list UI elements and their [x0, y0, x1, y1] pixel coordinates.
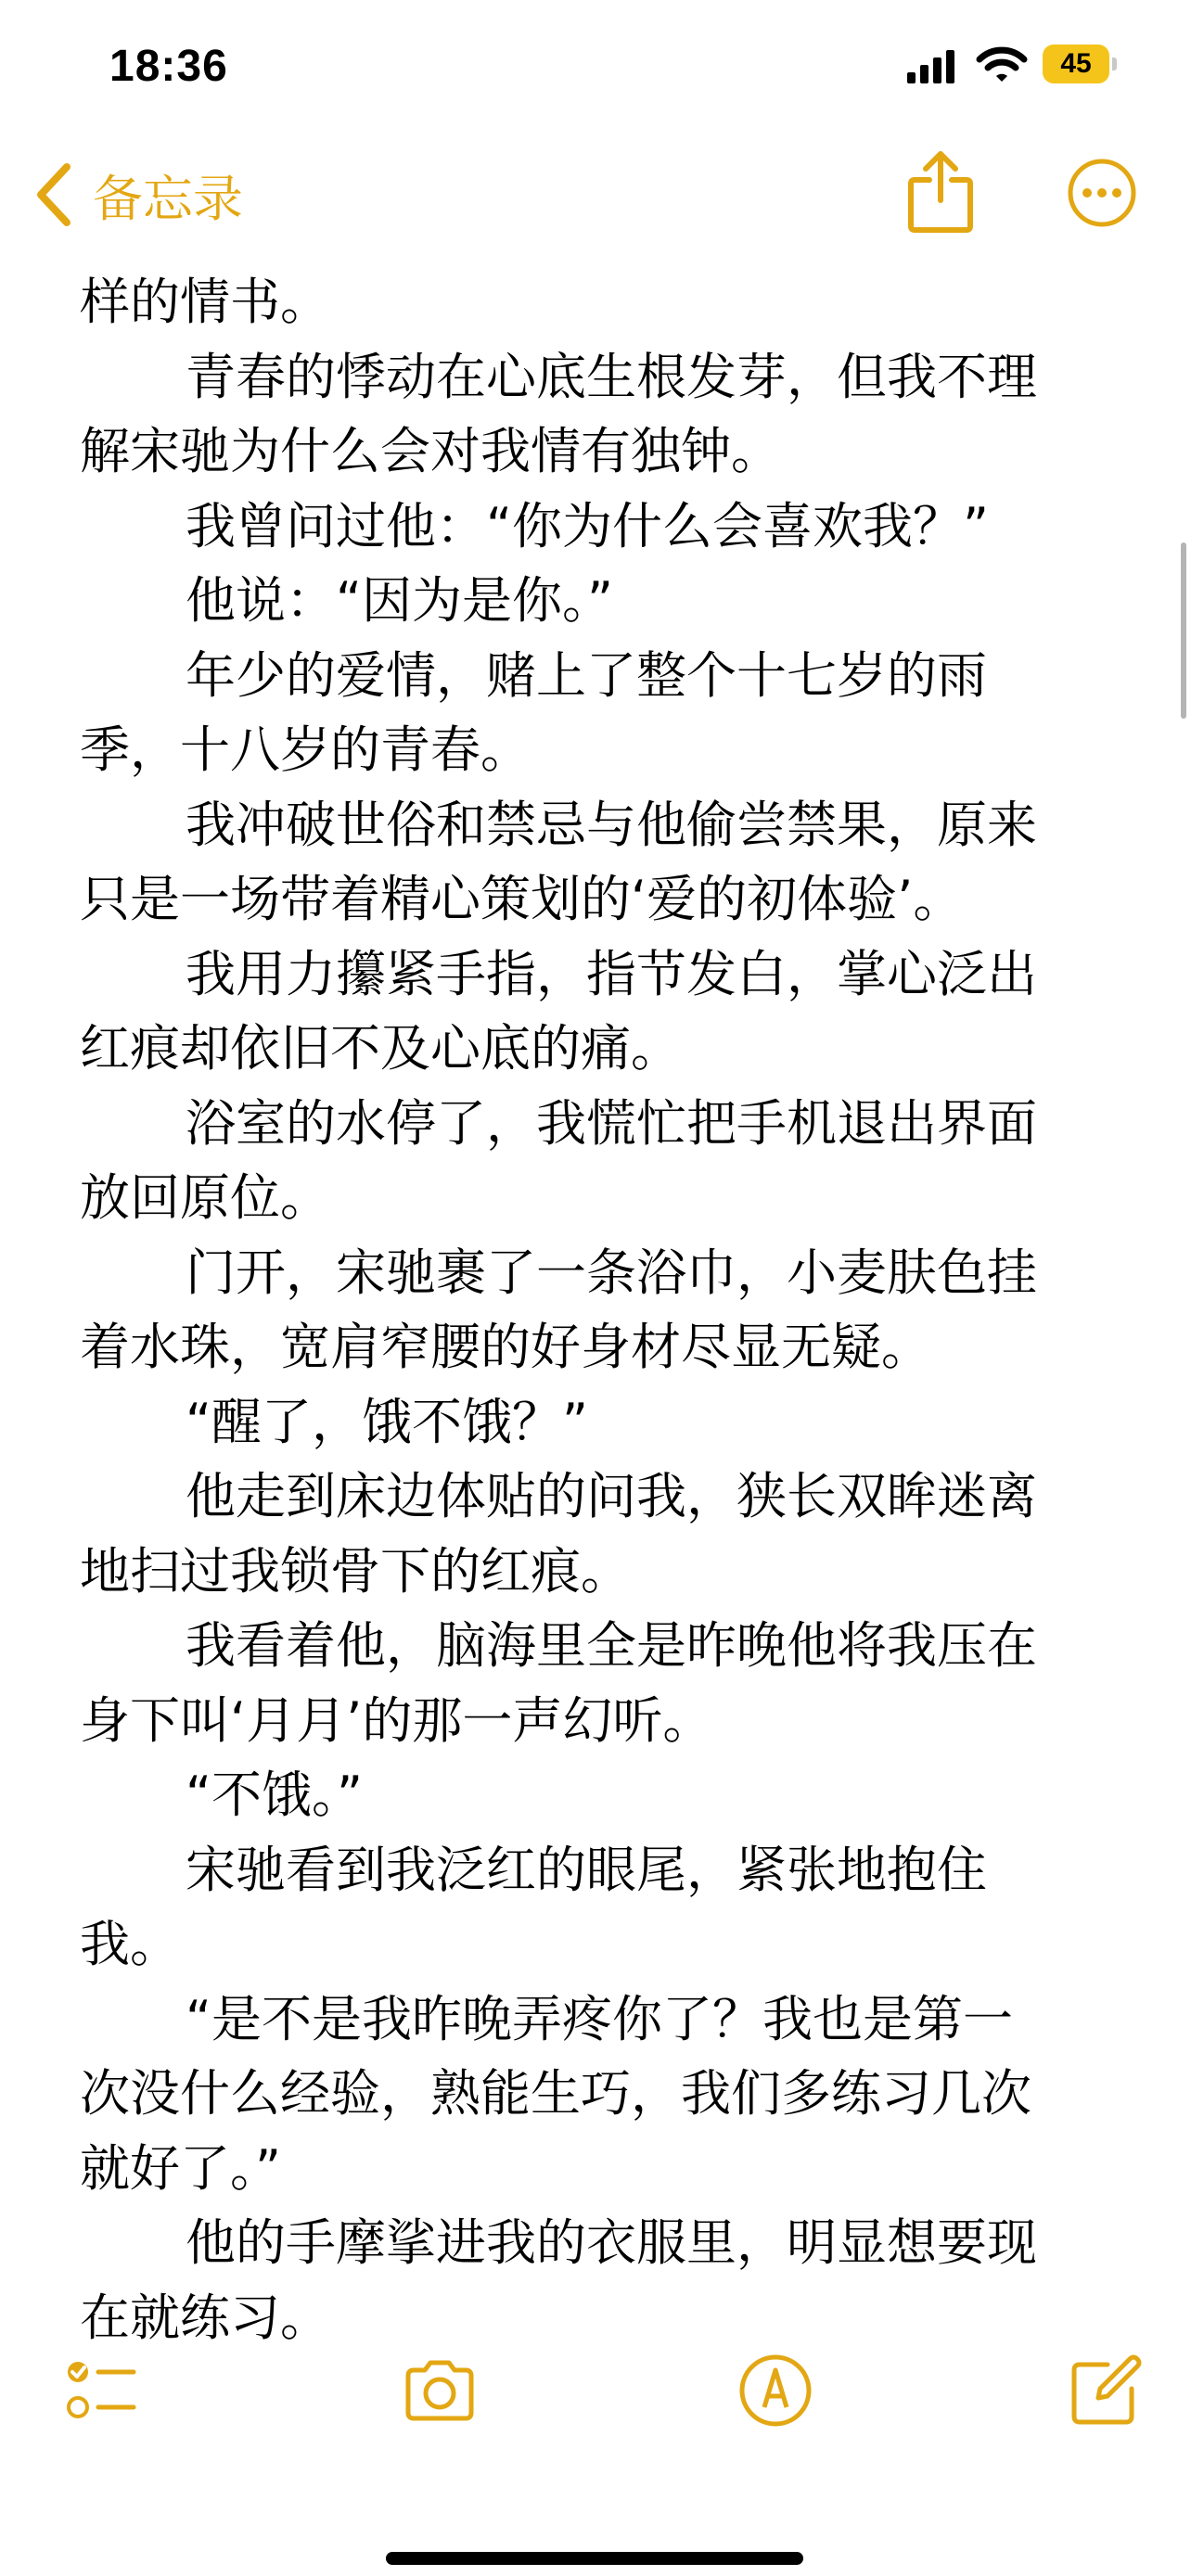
- markup-pen-icon[interactable]: [736, 2352, 814, 2429]
- note-line: 青春的悸动在心底生根发芽，但我不理: [186, 347, 1037, 406]
- note-line: 只是一场带着精心策划的‘爱的初体验’。: [80, 870, 964, 928]
- navigation-bar: [0, 130, 1191, 260]
- battery-level: 45: [1043, 45, 1109, 83]
- note-line: 宋驰看到我泛红的眼尾，紧张地抱住: [186, 1840, 987, 1899]
- note-line: “醒了，饿不饿？”: [186, 1392, 588, 1451]
- wifi-icon: [976, 46, 1028, 83]
- note-line: 解宋驰为什么会对我情有独钟。: [80, 422, 781, 480]
- note-line: 我冲破世俗和禁忌与他偷尝禁果，原来: [186, 795, 1037, 854]
- note-line: 季，十八岁的青春。: [80, 721, 531, 779]
- status-bar: [0, 0, 1191, 130]
- share-icon[interactable]: [905, 148, 976, 236]
- back-label: 备忘录: [93, 169, 243, 228]
- note-line: 他走到床边体贴的问我，狭长双眸迷离: [186, 1467, 1037, 1525]
- note-line: 年少的爱情，赌上了整个十七岁的雨: [186, 645, 987, 705]
- scroll-indicator[interactable]: [1181, 542, 1186, 719]
- status-time: 18:36: [109, 42, 228, 91]
- note-line: 红痕却依旧不及心底的痛。: [80, 1019, 681, 1078]
- note-line: 我曾问过他：“你为什么会喜欢我？”: [186, 496, 989, 555]
- battery-cap: [1112, 57, 1117, 70]
- note-line: 他说：“因为是你。”: [186, 571, 613, 630]
- cellular-signal-icon: [907, 50, 955, 83]
- note-line: 我。: [80, 1915, 180, 1973]
- back-button[interactable]: [33, 156, 243, 234]
- note-line: 就好了。”: [80, 2138, 281, 2198]
- note-line: 他的手摩挲进我的衣服里，明显想要现: [186, 2213, 1037, 2272]
- note-line: “不饿。”: [186, 1766, 363, 1824]
- note-line: 次没什么经验，熟能生巧，我们多练习几次: [80, 2064, 1031, 2123]
- note-line: 我看着他，脑海里全是昨晚他将我压在: [186, 1616, 1037, 1675]
- checklist-icon[interactable]: [61, 2352, 139, 2429]
- note-line: 放回原位。: [80, 1168, 330, 1227]
- bottom-toolbar: [0, 2352, 1191, 2481]
- home-indicator[interactable]: [386, 2552, 803, 2565]
- note-line: 着水珠，宽肩窄腰的好身材尽显无疑。: [80, 1318, 931, 1376]
- note-line: 身下叫‘月月’的那一声幻听。: [80, 1690, 713, 1750]
- compose-icon[interactable]: [1067, 2352, 1145, 2429]
- camera-icon[interactable]: [401, 2352, 479, 2429]
- note-line: 样的情书。: [80, 273, 330, 331]
- note-line: 在就练习。: [80, 2288, 330, 2347]
- note-line: “是不是我昨晚弄疼你了？我也是第一: [186, 1989, 1013, 2048]
- chevron-left-icon: [33, 161, 74, 228]
- more-icon[interactable]: [1067, 158, 1137, 228]
- note-line: 地扫过我锁骨下的红痕。: [80, 1541, 631, 1600]
- note-line: 门开，宋驰裹了一条浴巾，小麦肤色挂: [186, 1243, 1037, 1302]
- note-body[interactable]: [80, 265, 1128, 2361]
- battery-icon: [1043, 45, 1117, 83]
- note-line: 我用力攥紧手指，指节发白，掌心泛出: [186, 944, 1037, 1003]
- note-line: 浴室的水停了，我慌忙把手机退出界面: [186, 1093, 1037, 1153]
